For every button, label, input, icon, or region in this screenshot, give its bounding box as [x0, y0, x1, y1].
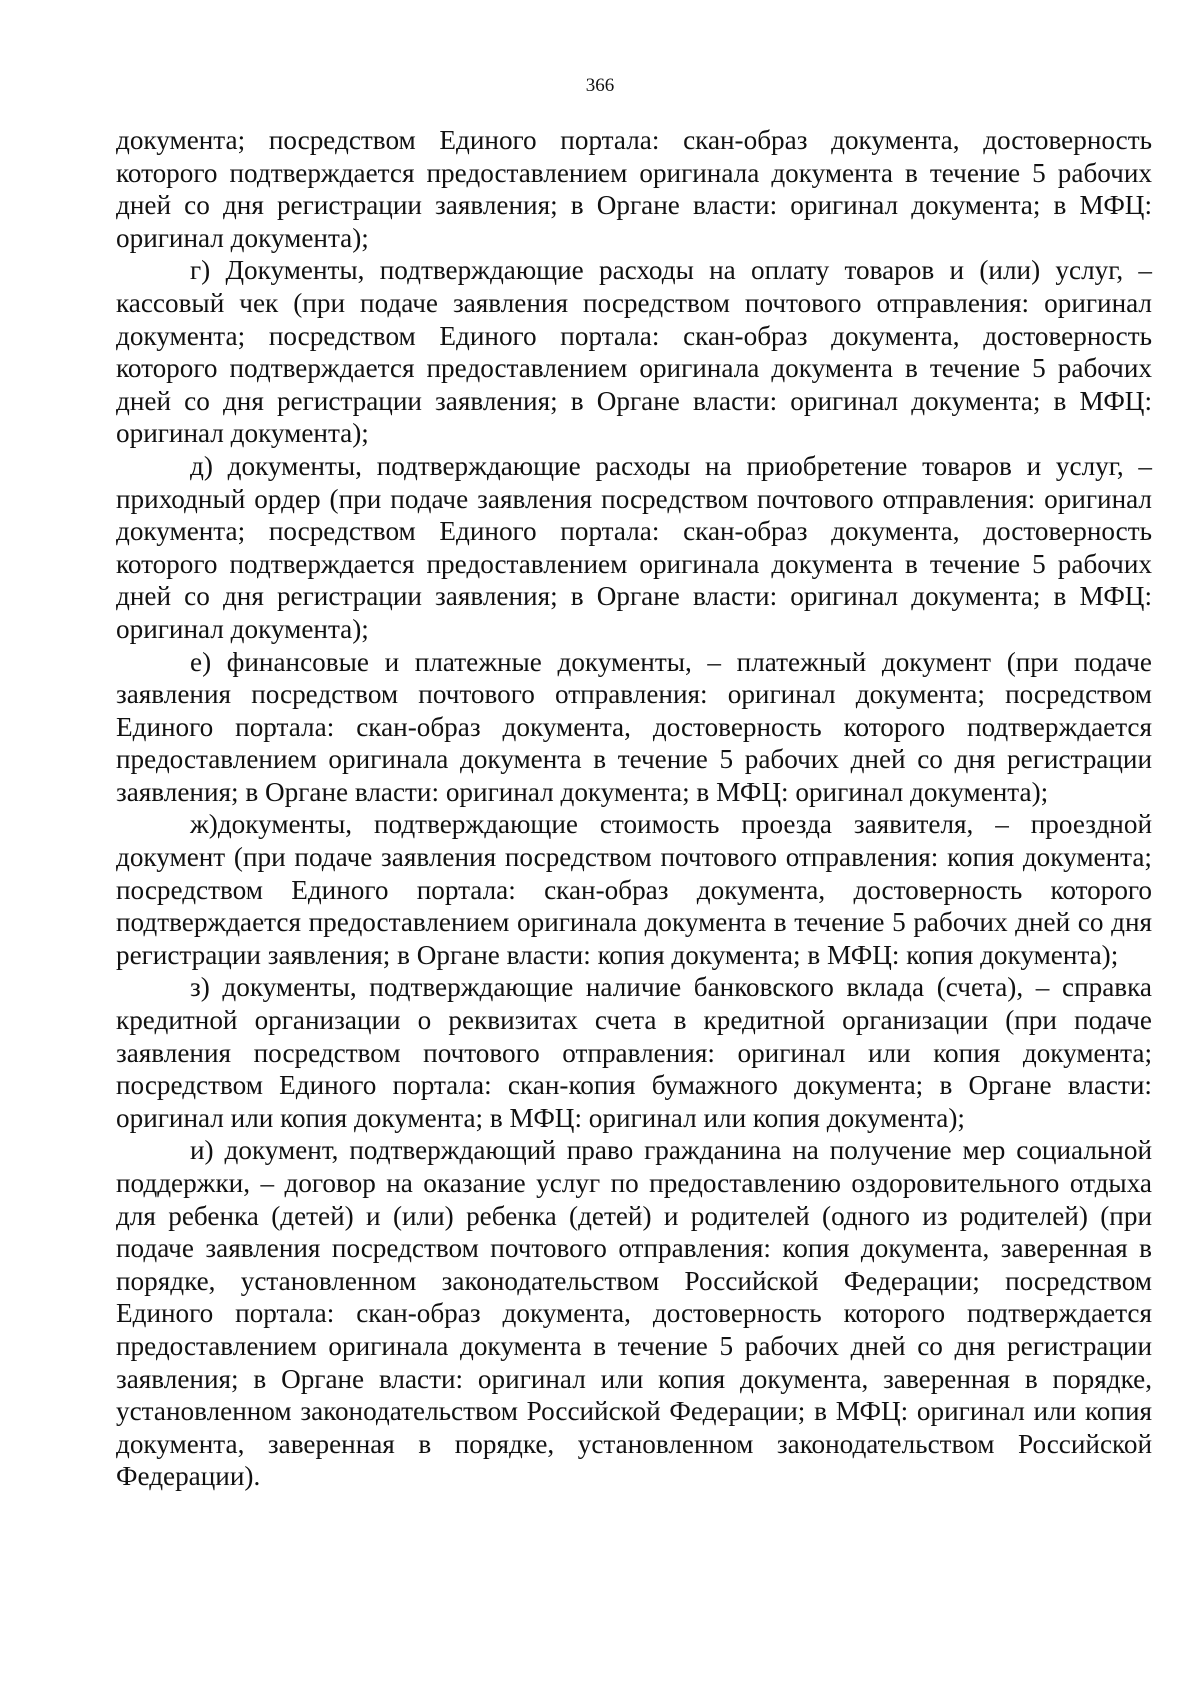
paragraph-item-d: д) документы, подтверждающие расходы на приобретение товаров и услуг, – приходный ордер (при подаче заявления посредством почтового отправления: оригинал документа; посредством Единого портала: скан-образ документа, достоверность которого подтверждается предоставлением оригинала документа в течение 5 рабочих дней со дня регистрации заявления; в Органе власти: оригинал документа; в МФЦ: оригинал документа);: [116, 450, 1152, 644]
paragraph-item-e: е) финансовые и платежные документы, – платежный документ (при подаче заявления посредством почтового отправления: оригинал документа; посредством Единого портала: скан-образ документа, достоверность которого подтверждается предоставлением оригинала документа в течение 5 рабочих дней со дня регистрации заявления; в Органе власти: оригинал документа; в МФЦ: оригинал документа);: [116, 646, 1152, 807]
document-body: [116, 124, 1152, 1493]
page-number: 366: [585, 75, 615, 96]
paragraph-item-zh: ж)документы, подтверждающие стоимость проезда заявителя, – проездной документ (при подаче заявления посредством почтового отправления: копия документа; посредством Единого портала: скан-образ документа, достоверность которого подтверждается предоставлением оригинала документа в течение 5 рабочих дней со дня регистрации заявления; в Органе власти: копия документа; в МФЦ: копия документа);: [116, 809, 1152, 970]
paragraph-item-z: з) документы, подтверждающие наличие банковского вклада (счета), – справка кредитной организации о реквизитах счета в кредитной организации (при подаче заявления посредством почтового отправления: оригинал или копия документа; посредством Единого портала: скан-копия бумажного документа; в Органе власти: оригинал или копия документа; в МФЦ: оригинал или копия документа);: [116, 972, 1152, 1133]
paragraph-continuation: документа; посредством Единого портала: скан-образ документа, достоверность которого подтверждается предоставлением оригинала документа в течение 5 рабочих дней со дня регистрации заявления; в Органе власти: оригинал документа; в МФЦ: оригинал документа);: [116, 125, 1152, 253]
paragraph-item-i: и) документ, подтверждающий право гражданина на получение мер социальной поддержки, – договор на оказание услуг по предоставлению оздоровительного отдыха для ребенка (детей) и (или) ребенка (детей) и родителей (одного из родителей) (при подаче заявления посредством почтового отправления: копия документа, заверенная в порядке, установленном законодательством Российской Федерации; посредством Единого портала: скан-образ документа, достоверность которого подтверждается предоставлением оригинала документа в течение 5 рабочих дней со дня регистрации заявления; в Органе власти: оригинал или копия документа, заверенная в порядке, установленном законодательством Российской Федерации; в МФЦ: оригинал или копия документа, заверенная в порядке, установленном законодательством Российской Федерации).: [116, 1135, 1152, 1492]
paragraph-item-g: г) Документы, подтверждающие расходы на оплату товаров и (или) услуг, – кассовый чек (при подаче заявления посредством почтового отправления: оригинал документа; посредством Единого портала: скан-образ документа, достоверность которого подтверждается предоставлением оригинала документа в течение 5 рабочих дней со дня регистрации заявления; в Органе власти: оригинал документа; в МФЦ: оригинал документа);: [116, 255, 1152, 449]
